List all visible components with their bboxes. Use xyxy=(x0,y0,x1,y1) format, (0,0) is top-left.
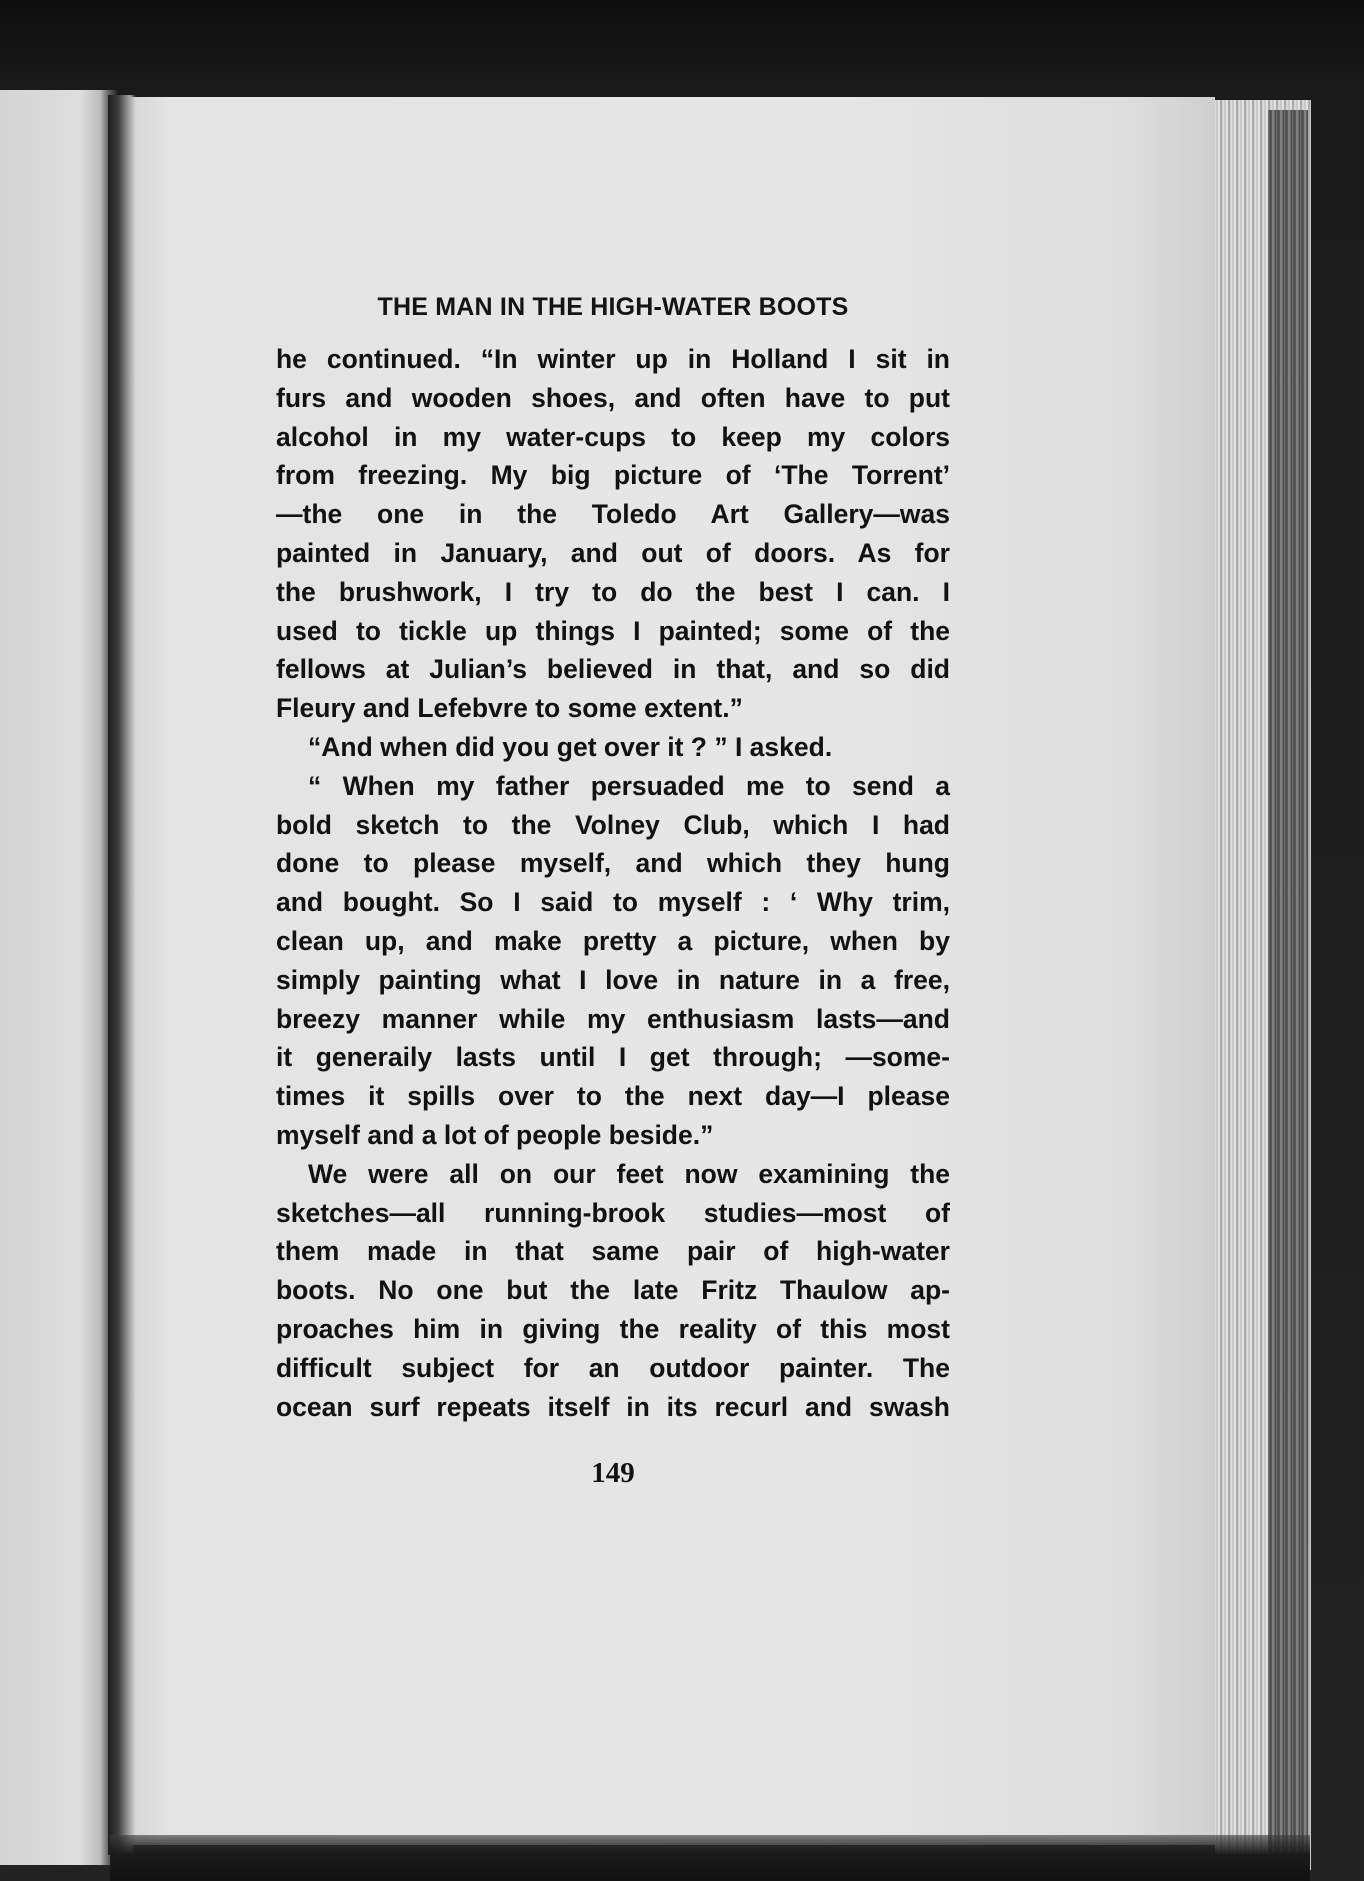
text-line: and bought. So I said to myself : ‘ Why trim, xyxy=(276,887,950,918)
text-line: times it spills over to the next day—I please xyxy=(276,1081,950,1112)
text-line: ocean surf repeats itself in its recurl and swash xyxy=(276,1391,950,1422)
text-line: myself and a lot of people beside.” xyxy=(276,1119,714,1150)
body-text xyxy=(276,340,950,1426)
gutter-shadow xyxy=(108,95,136,1855)
text-line: bold sketch to the Volney Club, which I had xyxy=(276,809,950,840)
text-line: he continued. “In winter up in Holland I sit in xyxy=(276,344,950,374)
running-head: THE MAN IN THE HIGH-WATER BOOTS xyxy=(377,293,849,321)
bottom-shadow xyxy=(110,1835,1310,1881)
text-line: “ When my father persuaded me to send a xyxy=(308,770,950,801)
text-line: clean up, and make pretty a picture, when by xyxy=(276,925,950,956)
text-line: —the one in the Toledo Art Gallery—was xyxy=(276,499,950,530)
text-line: proaches him in giving the reality of this most xyxy=(276,1313,950,1344)
text-line: used to tickle up things I painted; some of the xyxy=(276,615,950,646)
text-line: Fleury and Lefebvre to some extent.” xyxy=(276,693,743,724)
text-line: breezy manner while my enthusiasm lasts—and xyxy=(276,1003,950,1034)
text-line: done to please myself, and which they hung xyxy=(276,848,950,879)
text-line: furs and wooden shoes, and often have to put xyxy=(276,382,950,413)
text-line: the brushwork, I try to do the best I can. I xyxy=(276,576,950,607)
text-line: “And when did you get over it ? ” I asked. xyxy=(308,731,833,762)
text-line: difficult subject for an outdoor painter. The xyxy=(276,1352,950,1383)
text-line: from freezing. My big picture of ‘The Torrent’ xyxy=(276,460,950,491)
text-line: We were all on our feet now examining the xyxy=(308,1158,950,1189)
text-line: painted in January, and out of doors. As for xyxy=(276,537,950,568)
text-line: fellows at Julian’s believed in that, and so did xyxy=(276,654,950,685)
page-stack-shadow xyxy=(1268,110,1308,1865)
facing-page-edge xyxy=(0,90,118,1865)
text-line: them made in that same pair of high-water xyxy=(276,1236,950,1267)
page-number: 149 xyxy=(591,1457,635,1489)
text-line: boots. No one but the late Fritz Thaulow ap- xyxy=(276,1275,950,1306)
text-line: it generaily lasts until I get through; —some- xyxy=(276,1042,950,1073)
text-line: alcohol in my water-cups to keep my colors xyxy=(276,421,950,452)
text-line: simply painting what I love in nature in a free, xyxy=(276,964,950,995)
text-line: sketches—all running-brook studies—most of xyxy=(276,1197,950,1228)
